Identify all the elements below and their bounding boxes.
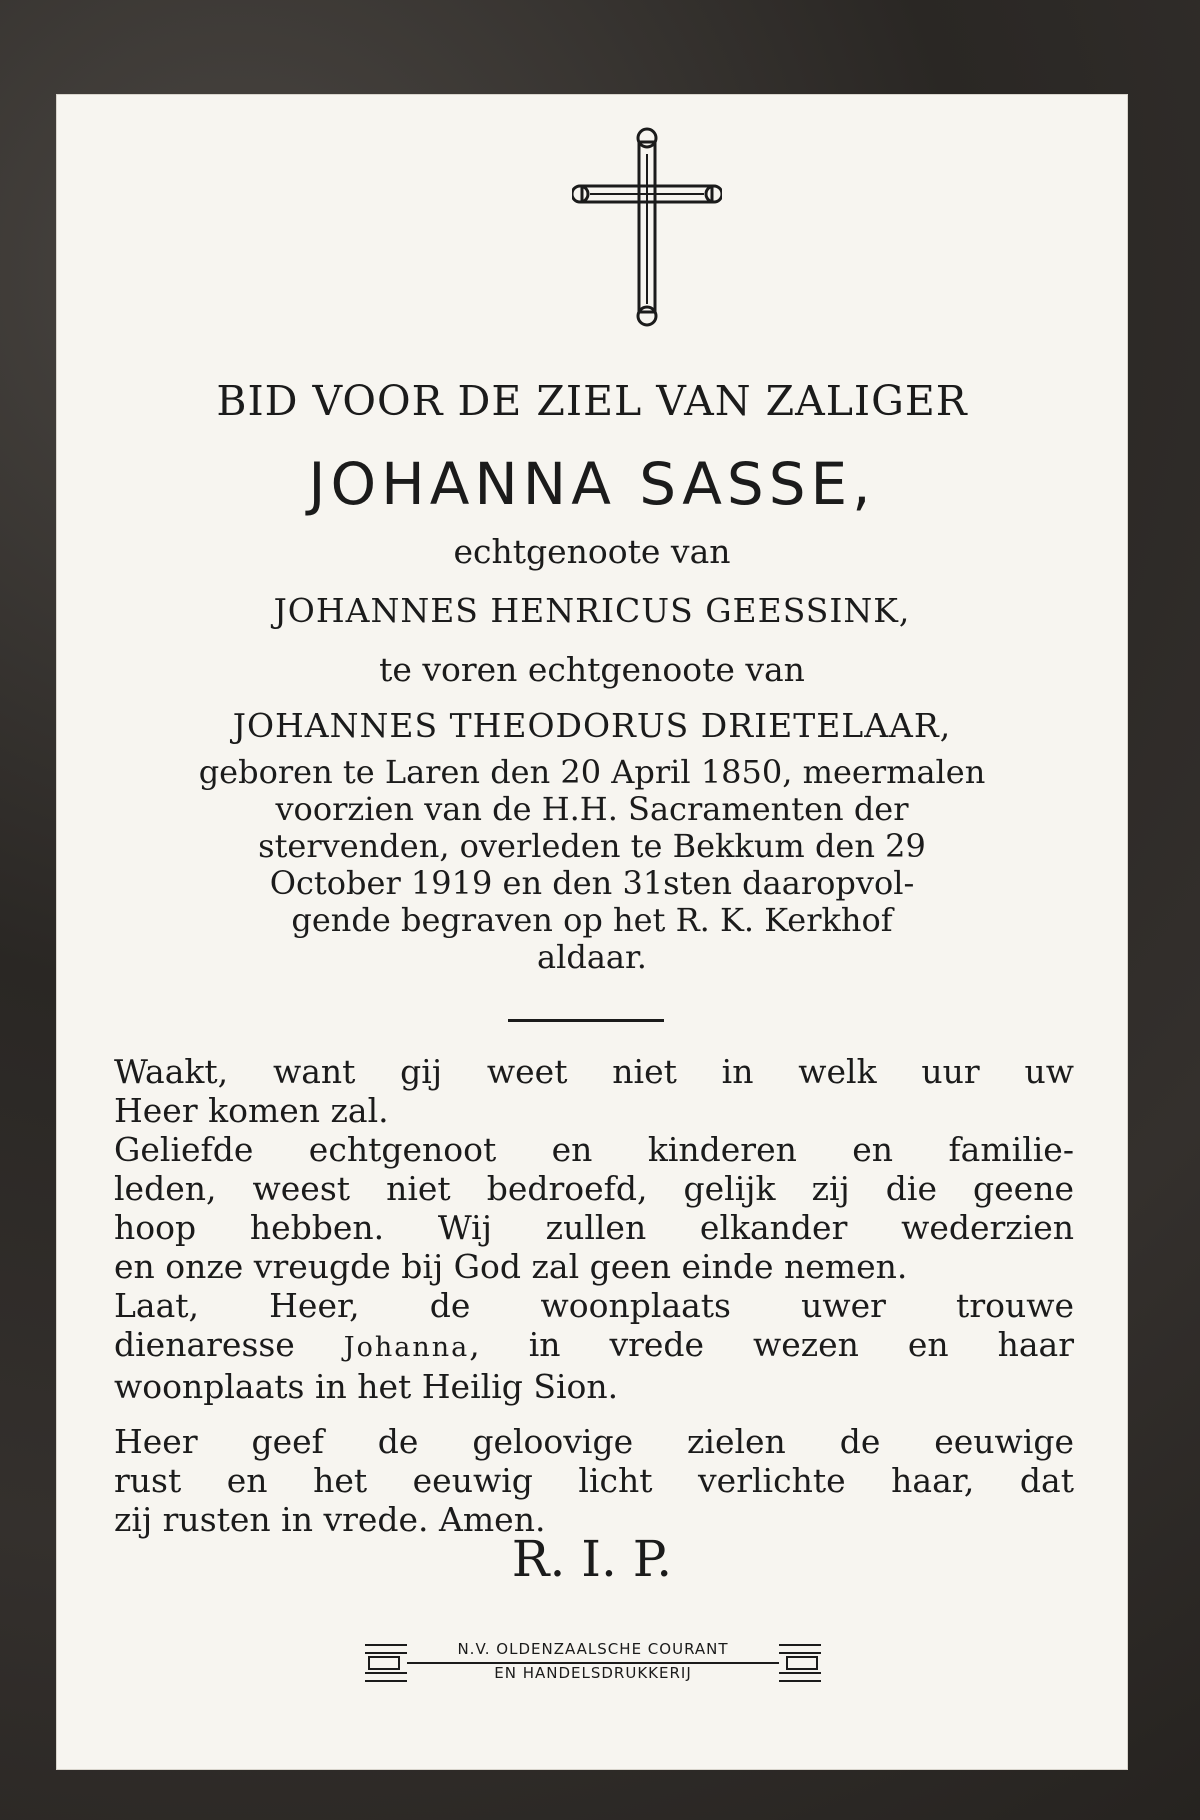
bio-line: aldaar. [537,938,647,976]
rip-text: R. I. P. [511,1530,673,1588]
printer-mark [363,1637,823,1689]
deceased-first-name: Johanna [343,1332,470,1363]
spouse-intro: echtgenoote van [453,532,731,571]
bio-line: geboren te Laren den 20 April 1850, meermalen [198,753,986,791]
bio-line: gende begraven op het R. K. Kerkhof [291,901,893,939]
deceased-name: JOHANNA SASSE, [308,450,876,518]
former-spouse-intro: te voren echtgenoote van [379,650,805,689]
verse-line: Heer geef de geloovige zielen de eeuwige [114,1422,1074,1461]
spouse-name: JOHANNES HENRICUS GEESSINK, [273,591,911,630]
printer-line-1: N.V. OLDENZAALSCHE COURANT [457,1640,729,1658]
verse-line: Waakt, want gij weet niet in welk uur uw [114,1052,1074,1091]
verse-line: Heer komen zal. [114,1091,389,1130]
verse-text: dienaresse [114,1325,344,1364]
printer-line-2: EN HANDELSDRUKKERIJ [494,1664,692,1682]
verse-line [114,1325,1074,1367]
verse-line: Geliefde echtgenoot en kinderen en familie- [114,1130,1074,1169]
verse-line: en onze vreugde bij God zal geen einde nemen. [114,1247,908,1286]
printer-name [408,1637,778,1685]
prayer-header: BID VOOR DE ZIEL VAN ZALIGER [216,377,968,425]
verse-line: Laat, Heer, de woonplaats uwer trouwe [114,1286,1074,1325]
verse-4 [114,1422,1074,1539]
memorial-card [56,94,1128,1770]
divider [508,1019,664,1022]
verse-line: woonplaats in het Heilig Sion. [114,1367,619,1406]
verse-2 [114,1130,1074,1286]
verse-1 [114,1052,1074,1130]
former-spouse-name: JOHANNES THEODORUS DRIETELAAR, [232,706,952,745]
bio-line: stervenden, overleden te Bekkum den 29 [258,827,926,865]
verse-line: leden, weest niet bedroefd, gelijk zij die geene [114,1169,1074,1208]
verse-3 [114,1286,1074,1406]
bio-line: voorzien van de H.H. Sacramenten der [275,790,909,828]
bio-line: October 1919 en den 31sten daaropvol- [269,864,915,902]
biography [112,754,1072,976]
verse-line: rust en het eeuwig licht verlichte haar, dat [114,1461,1074,1500]
verse-line: zij rusten in vrede. Amen. [114,1500,546,1539]
cross-icon [572,124,722,334]
verse-line: hoop hebben. Wij zullen elkander wederzien [114,1208,1074,1247]
verse-text: , in vrede wezen en haar [469,1325,1074,1364]
